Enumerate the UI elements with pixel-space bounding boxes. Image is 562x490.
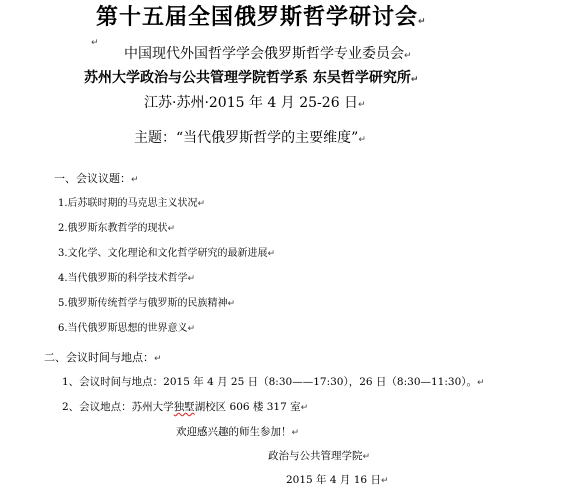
paragraph-mark-icon <box>292 428 300 438</box>
welcome-text: 欢迎感兴趣的师生参加！ <box>176 426 292 438</box>
location-date <box>144 96 366 110</box>
place-prefix-text: 2、会议地点：苏州大学 <box>62 401 174 413</box>
topic-text: 6.当代俄罗斯思想的世界意义 <box>58 323 188 334</box>
date-text: 2015 年 4 月 16 日 <box>286 474 381 486</box>
welcome-line <box>176 427 299 438</box>
topic-item <box>58 274 195 284</box>
topic-text: 3.文化学、文化理论和文化哲学研究的最新进展 <box>58 248 268 259</box>
paragraph-mark-icon <box>363 452 371 462</box>
theme-text: 主题：“当代俄罗斯哲学的主要维度” <box>134 130 359 146</box>
date-line <box>286 475 389 486</box>
time-line <box>62 377 485 388</box>
time-line-text: 1、会议时间与地点：2015 年 4 月 25 日（8:30——17:30），26 日（8:30—11:30）。 <box>62 376 478 388</box>
place-suffix-text: 湖校区 606 楼 317 室 <box>194 401 301 413</box>
organizer-line-1 <box>124 47 412 61</box>
section-heading-topics-text: 一、会议议题： <box>54 172 131 185</box>
organizer-line-2 <box>84 71 418 85</box>
topic-text: 5.俄罗斯传统哲学与俄罗斯的民族精神 <box>58 298 228 309</box>
paragraph-mark-icon <box>198 199 206 209</box>
paragraph-mark-icon <box>418 17 427 27</box>
section-heading-time-place <box>44 352 162 364</box>
topic-item <box>58 299 235 309</box>
paragraph-mark-icon <box>477 378 485 388</box>
document-title <box>96 6 427 28</box>
topic-item <box>58 324 195 334</box>
organizer-line-1-text: 中国现代外国哲学学会俄罗斯哲学专业委员会 <box>124 46 404 62</box>
spellcheck-flagged-word[interactable]: 独墅 <box>173 401 195 413</box>
paragraph-mark-icon <box>358 100 366 110</box>
paragraph-mark-icon <box>131 175 139 185</box>
topic-text: 2.俄罗斯东教哲学的现状 <box>58 223 168 234</box>
organizer-line-2-text: 苏州大学政治与公共管理学院哲学系 东吴哲学研究所 <box>84 70 411 86</box>
paragraph-mark-icon <box>268 249 276 259</box>
section-heading-topics <box>54 173 139 185</box>
paragraph-mark-icon <box>188 274 196 284</box>
place-line <box>62 402 308 413</box>
paragraph-mark-icon <box>381 476 389 486</box>
paragraph-mark-icon <box>154 354 162 364</box>
conference-theme <box>134 131 366 145</box>
section-heading-time-place-text: 二、会议时间与地点： <box>44 351 154 364</box>
topic-item <box>58 199 205 209</box>
paragraph-mark-icon <box>301 403 309 413</box>
paragraph-mark-icon <box>411 75 419 85</box>
paragraph-mark-icon <box>404 51 412 61</box>
signature-text: 政治与公共管理学院 <box>268 450 363 462</box>
topic-text: 1.后苏联时期的马克思主义状况 <box>58 198 198 209</box>
location-date-text: 江苏·苏州·2015 年 4 月 25-26 日 <box>144 95 359 111</box>
paragraph-mark-icon: ↵ <box>91 38 99 48</box>
topic-item <box>58 224 175 234</box>
paragraph-mark-icon <box>188 324 196 334</box>
signature-line <box>268 451 370 462</box>
paragraph-mark-icon <box>168 224 176 234</box>
title-text: 第十五届全国俄罗斯哲学研讨会 <box>96 4 419 30</box>
topic-text: 4.当代俄罗斯的科学技术哲学 <box>58 273 188 284</box>
paragraph-mark-icon <box>228 299 236 309</box>
paragraph-mark-icon <box>358 135 366 145</box>
topic-item <box>58 249 275 259</box>
